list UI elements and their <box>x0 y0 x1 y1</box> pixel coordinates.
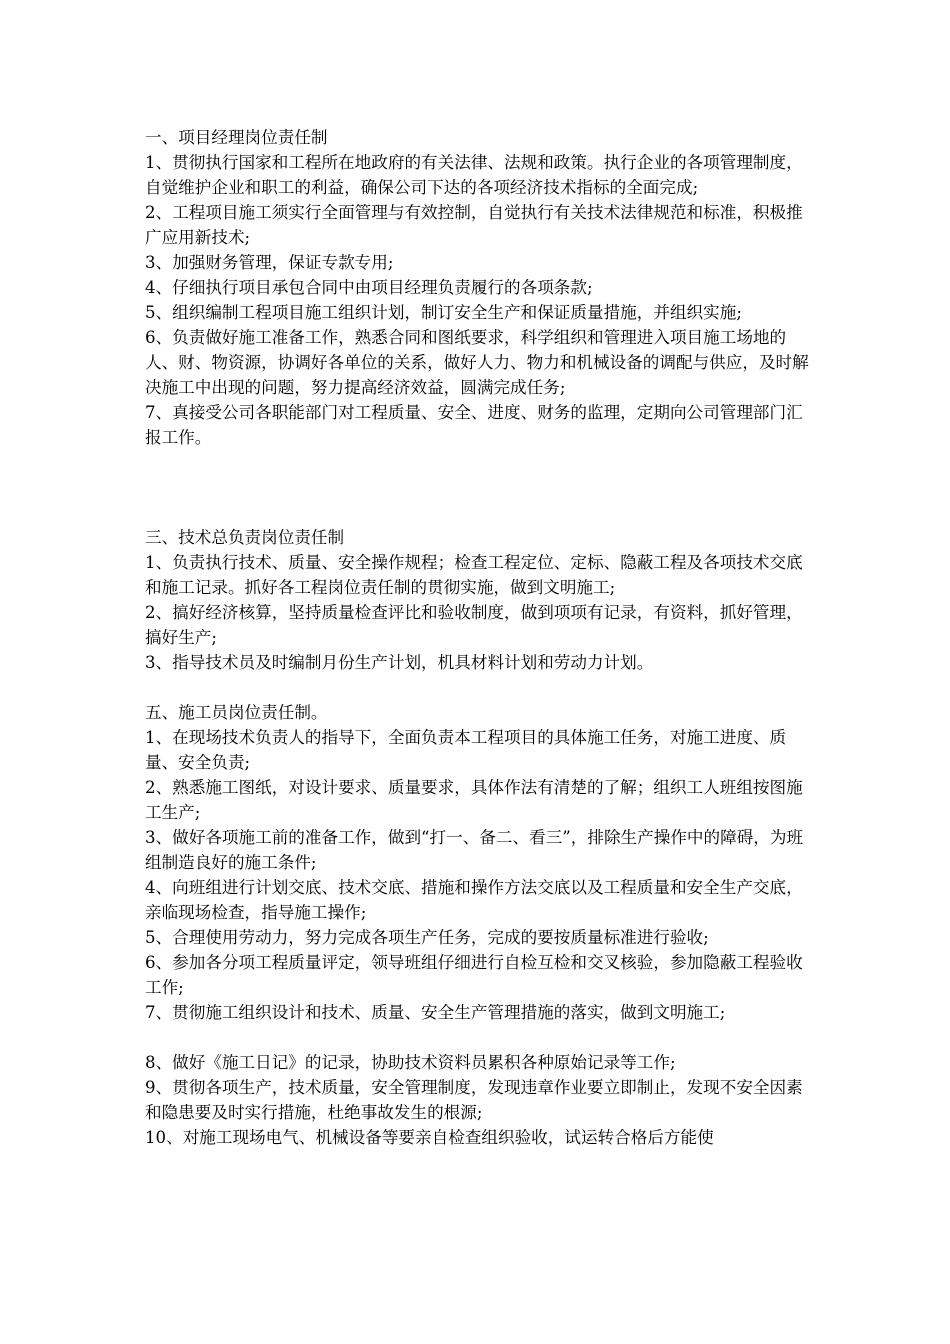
list-item: 4、仔细执行项目承包合同中由项目经理负责履行的各项条款; <box>145 278 593 297</box>
list-item: 2、工程项目施工须实行全面管理与有效控制，自觉执行有关技术法律规范和标准，积极推广应用新技术; <box>145 203 803 247</box>
document-page <box>145 125 813 1150</box>
item-gap <box>145 1025 813 1050</box>
section-project-manager <box>145 125 813 450</box>
list-item: 1、在现场技术负责人的指导下，全面负责本工程项目的具体施工任务，对施工进度、质量、安全负责; <box>145 728 787 772</box>
list-item: 7、贯彻施工组织设计和技术、质量、安全生产管理措施的落实，做到文明施工; <box>145 1003 726 1022</box>
list-item: 9、贯彻各项生产，技术质量，安全管理制度，发现违章作业要立即制止，发现不安全因素和隐患要及时实行措施，杜绝事故发生的根源; <box>145 1078 803 1122</box>
list-item: 3、加强财务管理，保证专款专用; <box>145 253 394 272</box>
list-item: 2、熟悉施工图纸，对设计要求、质量要求，具体作法有清楚的了解；组织工人班组按图施工生产; <box>145 778 803 822</box>
list-item: 6、负责做好施工准备工作，熟悉合同和图纸要求，科学组织和管理进入项目施工场地的人、财、物资源，协调好各单位的关系，做好人力、物力和机械设备的调配与供应，及时解决施工中出现的问题，努力提高经济效益，圆满完成任务; <box>145 328 809 397</box>
section-gap <box>145 675 813 700</box>
list-item: 5、组织编制工程项目施工组织计划，制订安全生产和保证质量措施，并组织实施; <box>145 303 742 322</box>
list-item: 5、合理使用劳动力，努力完成各项生产任务，完成的要按质量标准进行验收; <box>145 928 709 947</box>
section-title: 五、施工员岗位责任制。 <box>145 703 328 722</box>
list-item: 2、搞好经济核算，坚持质量检查评比和验收制度，做到项项有记录，有资料，抓好管理，搞好生产; <box>145 603 803 647</box>
list-item: 6、参加各分项工程质量评定，领导班组仔细进行自检互检和交叉核验，参加隐蔽工程验收工作; <box>145 953 803 997</box>
section-title: 三、技术总负责岗位责任制 <box>145 528 345 547</box>
section-construction-worker <box>145 700 813 1150</box>
list-item: 3、指导技术员及时编制月份生产计划，机具材料计划和劳动力计划。 <box>145 653 654 672</box>
list-item: 10、对施工现场电气、机械设备等要亲自检查组织验收，试运转合格后方能使 <box>145 1128 714 1147</box>
list-item: 3、做好各项施工前的准备工作，做到“打一、备二、看三”，排除生产操作中的障碍，为班组制造良好的施工条件; <box>145 828 804 872</box>
list-item: 4、向班组进行计划交底、技术交底、措施和操作方法交底以及工程质量和安全生产交底，亲临现场检查，指导施工操作; <box>145 878 803 922</box>
section-gap <box>145 450 813 525</box>
list-item: 1、负责执行技术、质量、安全操作规程；检查工程定位、定标、隐蔽工程及各项技术交底和施工记录。抓好各工程岗位责任制的贯彻实施，做到文明施工; <box>145 553 803 597</box>
list-item: 7、真接受公司各职能部门对工程质量、安全、进度、财务的监理，定期向公司管理部门汇报工作。 <box>145 403 803 447</box>
list-item: 8、做好《施工日记》的记录，协助技术资料员累积各种原始记录等工作; <box>145 1053 676 1072</box>
section-title: 一、项目经理岗位责任制 <box>145 128 328 147</box>
section-technical-lead <box>145 525 813 675</box>
list-item: 1、贯彻执行国家和工程所在地政府的有关法律、法规和政策。执行企业的各项管理制度，自觉维护企业和职工的利益，确保公司下达的各项经济技术指标的全面完成; <box>145 153 803 197</box>
